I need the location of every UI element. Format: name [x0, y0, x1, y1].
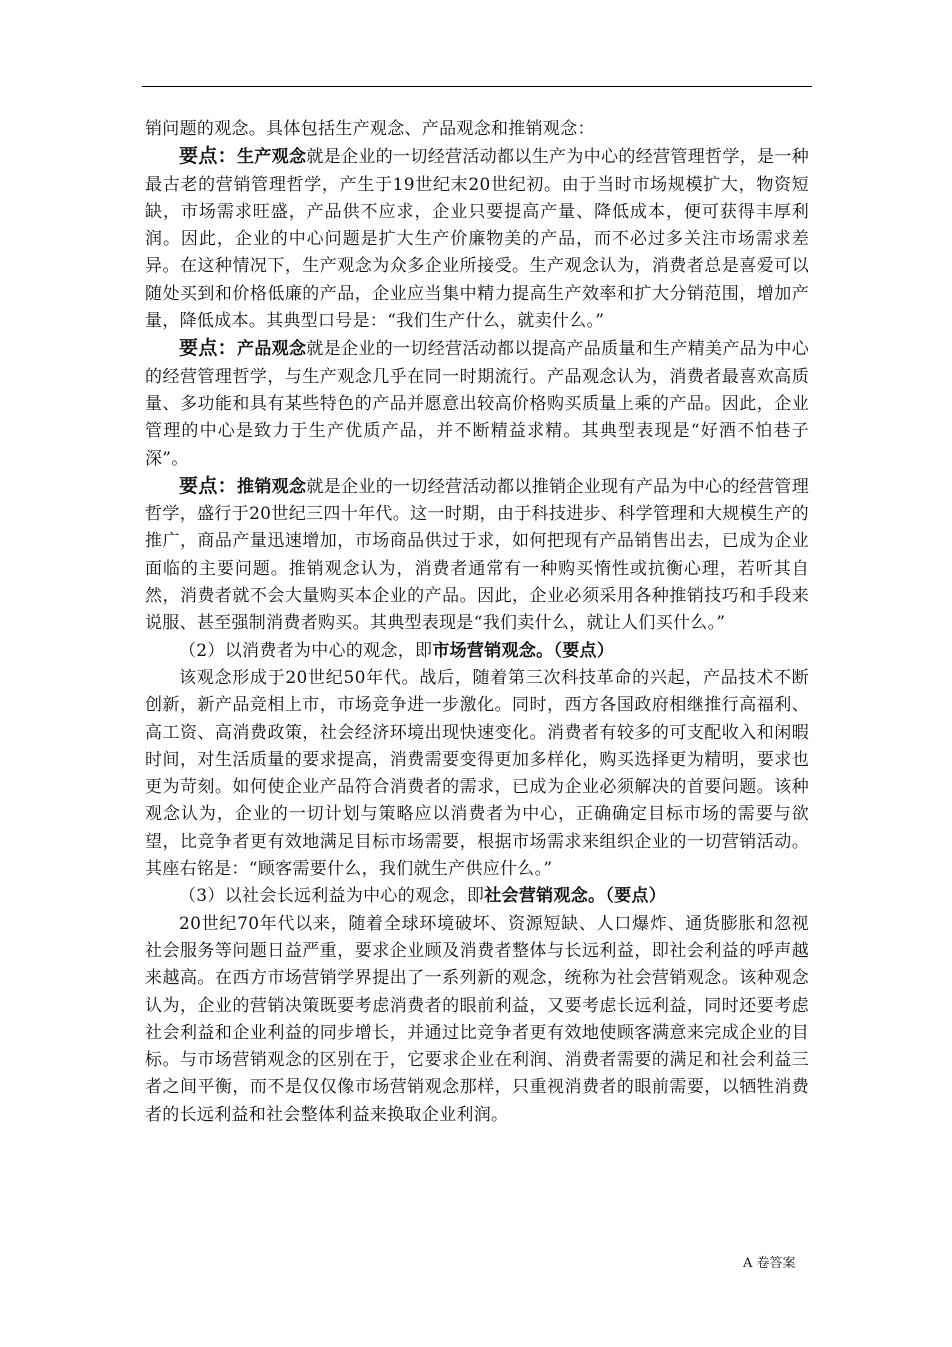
- section-2-body-text: 该观念形成于20世纪50年代。战后，随着第三次科技革命的兴起，产品技术不断创新，新产品竞相上市，市场竞争进一步激化。同时，西方各国政府相继推行高福利、高工资、高消费政策，社会经济环境出现快速变化。消费者有较多的可支配收入和闲暇时间，对生活质量的要求提高，消费需要变得更加多样化，购买选择更为精明，要求也更为苛刻。如何使企业产品符合消费者的需求，已成为企业必须解决的首要问题。该种观念认为，企业的一切计划与策略应以消费者为中心，正确确定目标市场的需要与欲望，比竞争者更有效地满足目标市场需要，根据市场需求来组织企业的一切营销活动。其座右铭是：“顾客需要什么，我们就生产供应什么。”: [145, 667, 809, 880]
- section-3-body: [145, 911, 809, 1129]
- section-2-heading-bold: 市场营销观念。（要点）: [432, 640, 615, 661]
- section-2-body: [145, 665, 809, 883]
- product-concept-term: 产品观念: [237, 339, 307, 360]
- production-key-point-label: 要点：: [179, 145, 238, 168]
- intro-text: 销问题的观念。具体包括生产观念、产品观念和推销观念：: [145, 119, 595, 139]
- production-concept-text: 就是企业的一切经营活动都以生产为中心的经营管理哲学，是一种最古老的营销管理哲学，产生于19世纪末20世纪初。由于当时市场规模扩大，物资短缺，市场需求旺盛，产品供不应求，企业只要提高产量、降低成本，便可获得丰厚利润。因此，企业的中心问题是扩大生产价廉物美的产品，而不必过多关注市场需求差异。在这种情况下，生产观念为众多企业所接受。生产观念认为，消费者总是喜爱可以随处买到和价格低廉的产品，企业应当集中精力提高生产效率和扩大分销范围，增加产量，降低成本。其典型口号是：“我们生产什么，就卖什么。”: [145, 147, 810, 332]
- selling-concept-term: 推销观念: [237, 476, 307, 497]
- section-2-heading-prefix: （2）以消费者为中心的观念，即: [179, 640, 433, 661]
- section-3-heading-bold: 社会营销观念。（要点）: [484, 886, 667, 907]
- selling-concept-text: 就是企业的一切经营活动都以推销企业现有产品为中心的经营管理哲学，盛行于20世纪三四十年代。这一时期，由于科技进步、科学管理和大规模生产的推广，商品产量迅速增加，市场商品供过于求，如何把现有产品销售出去，已成为企业面临的主要问题。推销观念认为，消费者通常有一种购买惰性或抗衡心理，若听其自然，消费者就不会大量购买本企业的产品。因此，企业必须采用各种推销技巧和手段来说服、甚至强制消费者购买。其典型表现是“我们卖什么，就让人们买什么。”: [145, 476, 810, 634]
- section-3-body-text: 20世纪70年代以来，随着全球环境破坏、资源短缺、人口爆炸、通货膨胀和忽视社会服务等问题日益严重，要求企业顾及消费者整体与长远利益，即社会利益的呼声越来越高。在西方市场营销学界提出了一系列新的观念，统称为社会营销观念。该种观念认为，企业的营销决策既要考虑消费者的眼前利益，又要考虑长远利益，同时还要考虑社会利益和企业利益的同步增长，并通过比竞争者更有效地使顾客满意来完成企业的目标。与市场营销观念的区别在于，它要求企业在利润、消费者需要的满足和社会利益三者之间平衡，而不是仅仅像市场营销观念那样，只重视消费者的眼前需要，以牺牲消费者的长远利益和社会整体利益来换取企业利润。: [145, 913, 809, 1125]
- product-key-point-label: 要点：: [179, 337, 238, 360]
- header-rule: [142, 86, 812, 87]
- section-3-heading-prefix: （3）以社会长远利益为中心的观念，即: [179, 886, 485, 907]
- selling-key-point-label: 要点：: [179, 474, 238, 497]
- product-concept-paragraph: [145, 335, 809, 472]
- production-concept-paragraph: [145, 143, 809, 335]
- production-concept-term: 生产观念: [237, 147, 307, 168]
- section-2-heading: [145, 638, 809, 665]
- footer-label: A 卷答案: [743, 1256, 796, 1271]
- product-concept-text: 就是企业的一切经营活动都以提高产品质量和生产精美产品为中心的经营管理哲学，与生产观念几乎在同一时期流行。产品观念认为，消费者最喜欢高质量、多功能和具有某些特色的产品并愿意出较高价格购买质量上乘的产品。因此，企业管理的中心是致力于生产优质产品，并不断精益求精。其典型表现是“好酒不怕巷子深”。: [145, 339, 810, 469]
- page-body: [145, 116, 809, 1129]
- selling-concept-paragraph: [145, 473, 809, 638]
- section-3-heading: [145, 883, 809, 910]
- intro-line: [145, 116, 809, 143]
